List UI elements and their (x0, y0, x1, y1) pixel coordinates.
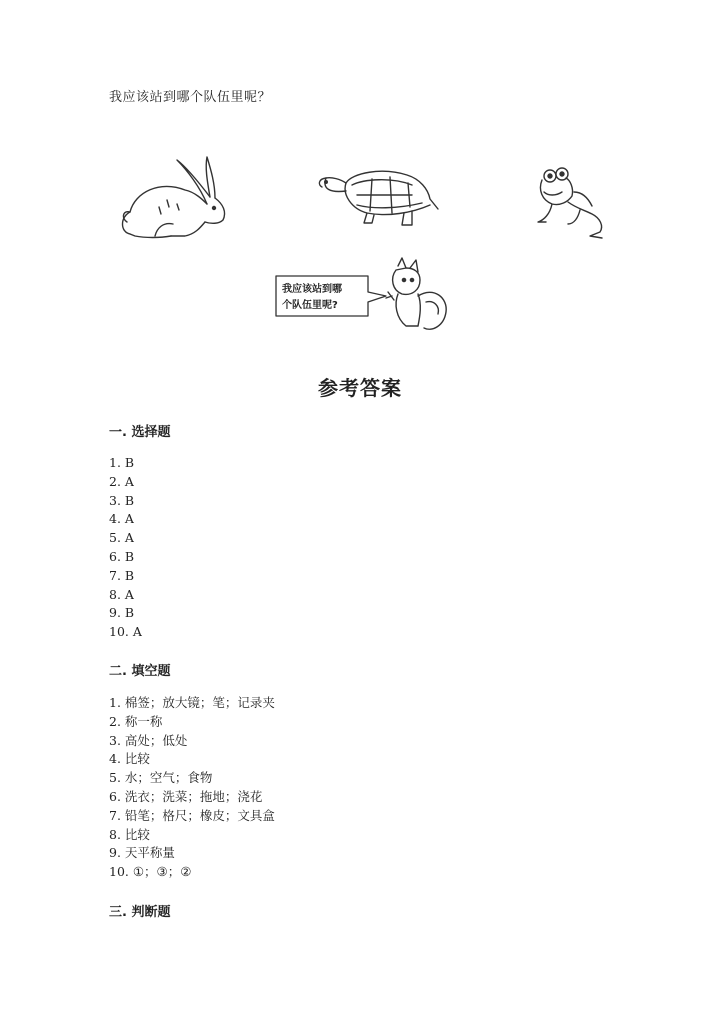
speech-bubble-line-1: 我应该站到哪 (282, 284, 342, 295)
section-heading-choice: 一. 选择题 (109, 425, 171, 440)
fill-answer-list (109, 694, 275, 882)
list-item: 6. 洗衣；洗菜；拖地；浇花 (109, 788, 263, 804)
list-item: 9. B (109, 605, 135, 621)
section-heading-fill: 二. 填空题 (109, 664, 171, 679)
list-item: 9. 天平称量 (109, 845, 175, 861)
list-item: 4. 比较 (109, 751, 150, 767)
list-item: 2. 称一称 (109, 713, 163, 729)
list-item: 10. ①；③；② (109, 864, 192, 880)
list-item: 7. 铅笔；格尺；橡皮；文具盒 (109, 807, 275, 823)
speech-bubble (272, 272, 390, 320)
list-item: 3. 高处；低处 (109, 732, 188, 748)
question-text: 我应该站到哪个队伍里呢？ (109, 90, 272, 105)
list-item: 2. A (109, 473, 134, 489)
list-item: 1. B (109, 455, 135, 470)
rabbit-illustration (115, 152, 235, 247)
frog-illustration (530, 162, 612, 244)
list-item: 1. 棉签；放大镜；笔；记录夹 (109, 695, 275, 710)
list-item: 3. B (109, 492, 135, 508)
list-item: 5. 水；空气；食物 (109, 770, 213, 786)
squirrel-illustration (384, 256, 454, 336)
choice-answer-list (109, 454, 142, 642)
list-item: 7. B (109, 567, 135, 583)
list-item: 8. A (109, 586, 134, 602)
section-heading-judge: 三. 判断题 (109, 905, 171, 920)
turtle-illustration (312, 165, 442, 235)
answer-title: 参考答案 (318, 376, 402, 400)
list-item: 4. A (109, 511, 134, 527)
list-item: 5. A (109, 530, 134, 546)
list-item: 6. B (109, 548, 135, 564)
list-item: 10. A (109, 624, 142, 640)
speech-bubble-line-2: 个队伍里呢? (282, 300, 338, 311)
list-item: 8. 比较 (109, 826, 150, 842)
